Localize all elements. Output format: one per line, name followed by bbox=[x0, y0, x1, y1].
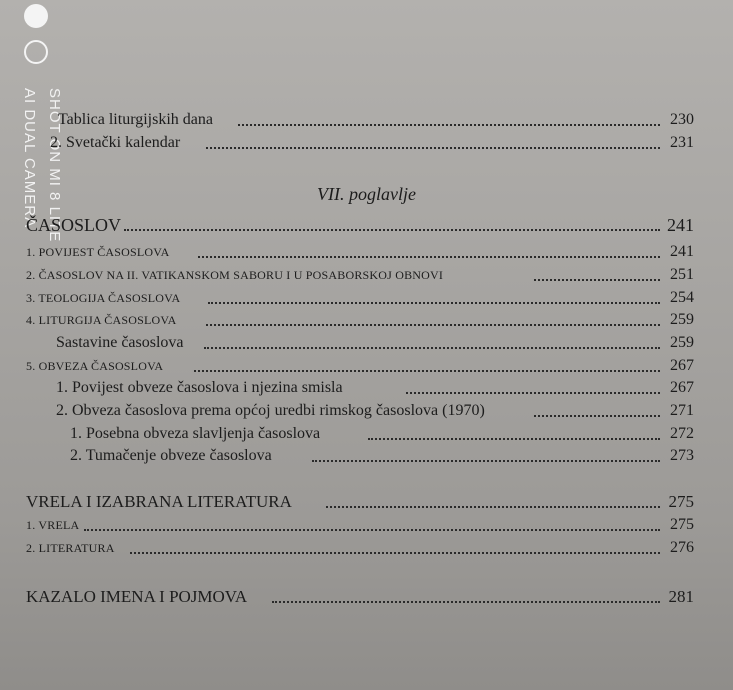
toc-leader bbox=[368, 438, 660, 440]
toc-entry bbox=[56, 401, 694, 421]
toc-leader bbox=[406, 392, 660, 394]
toc-leader bbox=[124, 229, 660, 231]
toc-entry-page: 267 bbox=[670, 357, 694, 374]
toc-entry bbox=[26, 356, 694, 376]
toc-entry bbox=[26, 587, 694, 607]
toc-leader bbox=[208, 302, 660, 304]
toc-leader bbox=[326, 506, 660, 508]
toc-entry-page: 251 bbox=[670, 266, 694, 283]
toc-entry bbox=[26, 215, 694, 235]
toc-entry-label: 1. Posebna obveza slavljenja časoslova bbox=[70, 425, 321, 442]
toc-entry bbox=[26, 492, 694, 512]
toc-entry-page: 272 bbox=[670, 425, 694, 442]
toc-leader bbox=[206, 324, 660, 326]
toc-entry bbox=[58, 110, 694, 130]
toc-entry-label: 4. LITURGIJA ČASOSLOVA bbox=[26, 313, 177, 327]
toc-leader bbox=[534, 415, 660, 417]
toc-entry-page: 259 bbox=[670, 311, 694, 328]
toc-entry bbox=[56, 378, 694, 398]
toc-entry bbox=[50, 133, 694, 153]
toc-entry-page: 276 bbox=[670, 539, 694, 556]
toc-entry-page: 241 bbox=[670, 243, 694, 260]
toc-entry-label: 1. VRELA bbox=[26, 518, 80, 532]
toc-entry bbox=[26, 242, 694, 262]
toc-entry-page: 281 bbox=[668, 587, 694, 606]
toc-entry-label: ČASOSLOV bbox=[26, 215, 122, 235]
toc-entry-page: 259 bbox=[670, 334, 694, 351]
toc-entry-label: 3. TEOLOGIJA ČASOSLOVA bbox=[26, 291, 181, 305]
toc-entry bbox=[26, 538, 694, 558]
toc-entry bbox=[70, 424, 694, 444]
toc-entry bbox=[26, 310, 694, 330]
toc-entry-page: 231 bbox=[670, 134, 694, 151]
toc-entry-label: 1. Povijest obveze časoslova i njezina smisla bbox=[56, 379, 343, 396]
toc-leader bbox=[272, 601, 660, 603]
watermark-line-2: AI DUAL CAMERA bbox=[21, 88, 38, 229]
toc-entry bbox=[56, 333, 694, 353]
watermark-dot-icon bbox=[24, 4, 48, 28]
toc-entry bbox=[26, 288, 694, 308]
toc-leader bbox=[238, 124, 660, 126]
toc-leader bbox=[534, 279, 660, 281]
toc-entry-label: 5. OBVEZA ČASOSLOVA bbox=[26, 359, 164, 373]
toc-entry-label: Tablica liturgijskih dana bbox=[58, 111, 213, 128]
toc-entry-label: 2. LITERATURA bbox=[26, 541, 115, 555]
watermark-ring-icon bbox=[24, 40, 48, 64]
toc-entry-label: 2. Obveza časoslova prema općoj uredbi rimskog časoslova (1970) bbox=[56, 402, 485, 419]
toc-entry bbox=[26, 265, 694, 285]
toc-leader bbox=[204, 347, 660, 349]
toc-entry-page: 275 bbox=[668, 492, 694, 511]
toc-leader bbox=[312, 460, 660, 462]
toc-entry-page: 275 bbox=[670, 516, 694, 533]
toc-entry-label: 2. Svetački kalendar bbox=[50, 134, 181, 151]
toc-entry-page: 273 bbox=[670, 447, 694, 464]
toc-leader bbox=[130, 552, 660, 554]
toc-leader bbox=[84, 529, 660, 531]
toc-entry-label: KAZALO IMENA I POJMOVA bbox=[26, 587, 248, 606]
toc-entry-label: 1. POVIJEST ČASOSLOVA bbox=[26, 245, 170, 259]
toc-entry bbox=[26, 515, 694, 535]
chapter-heading: VII. poglavlje bbox=[317, 184, 416, 204]
watermark-line-1: SHOT ON MI 8 LITE bbox=[46, 88, 63, 243]
toc-entry-page: 241 bbox=[667, 215, 694, 235]
toc-leader bbox=[198, 256, 660, 258]
toc-entry bbox=[70, 446, 694, 466]
toc-entry-label: Sastavine časoslova bbox=[56, 334, 184, 351]
toc-entry-page: 254 bbox=[670, 289, 694, 306]
toc-entry-label: 2. ČASOSLOV NA II. VATIKANSKOM SABORU I U POSABORSKOJ OBNOVI bbox=[26, 268, 444, 282]
toc-entry-page: 267 bbox=[670, 379, 694, 396]
toc-entry-label: 2. Tumačenje obveze časoslova bbox=[70, 447, 272, 464]
toc-entry-page: 230 bbox=[670, 111, 694, 128]
toc-leader bbox=[206, 147, 660, 149]
toc-entry-label: VRELA I IZABRANA LITERATURA bbox=[26, 492, 292, 511]
toc-entry-page: 271 bbox=[670, 402, 694, 419]
toc-leader bbox=[194, 370, 660, 372]
